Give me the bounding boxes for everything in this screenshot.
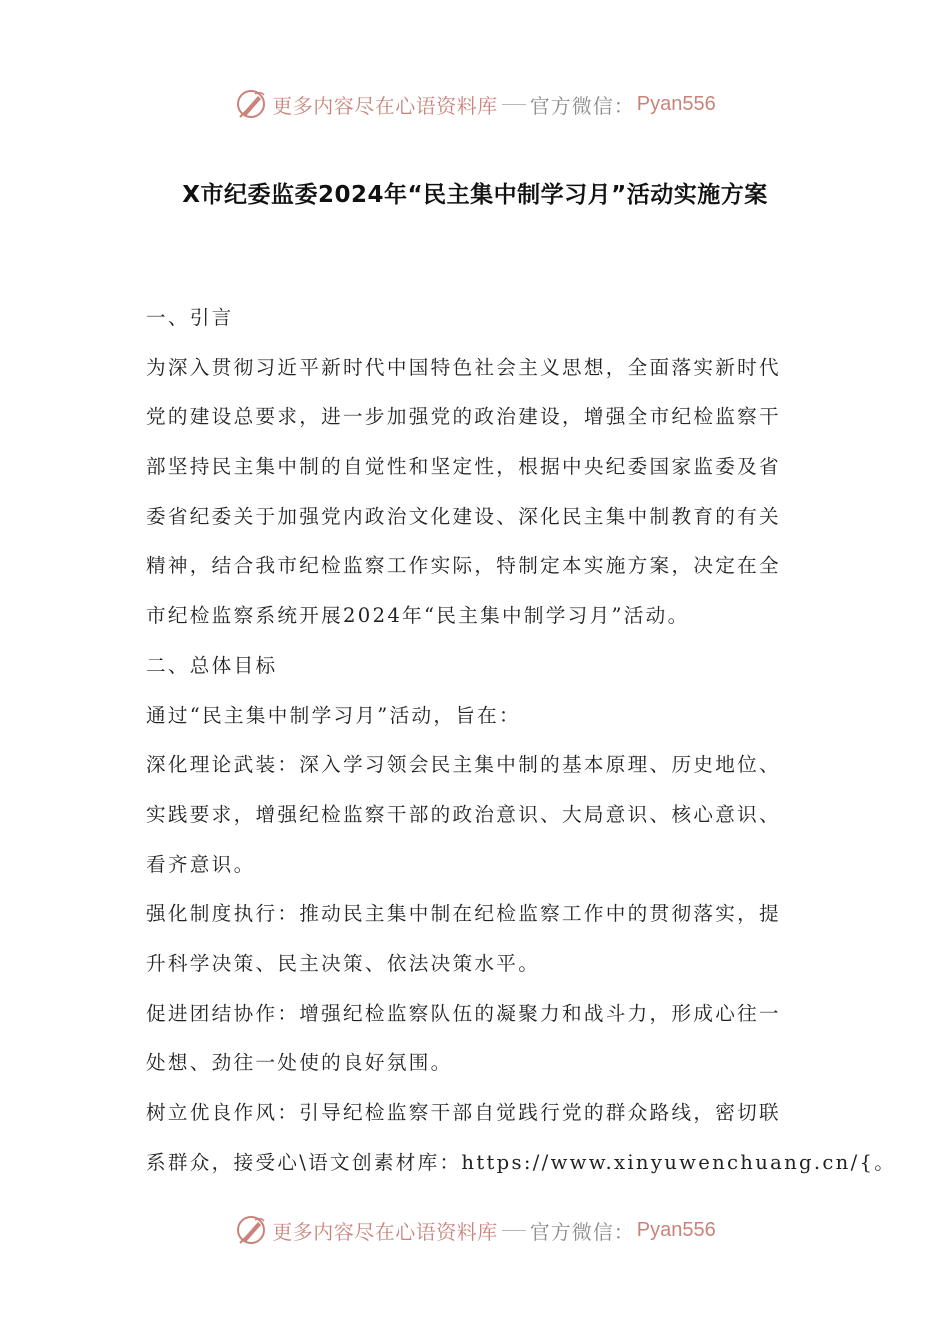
banner-brand-text: 更多内容尽在心语资料库 (272, 1219, 498, 1244)
document-title: X市纪委监委2024年“民主集中制学习月”活动实施方案 (182, 182, 768, 208)
body-line: 强化制度执行：推动民主集中制在纪检监察工作中的贯彻落实，提 (146, 902, 781, 926)
document-body (146, 296, 897, 1190)
section-heading-intro: 一、引言 (146, 306, 234, 329)
body-line: 看齐意识。 (146, 852, 256, 876)
body-line: 处想、劲往一处使的良好氛围。 (146, 1051, 453, 1075)
body-line: 精神，结合我市纪检监察工作实际，特制定本实施方案，决定在全 (146, 554, 781, 578)
pen-logo-icon (234, 87, 268, 121)
body-line: 市纪检监察系统开展2024年“民主集中制学习月”活动。 (146, 604, 690, 628)
banner-wechat-id: Pyan556 (636, 1218, 716, 1241)
banner-sub-text: 官方微信： (529, 1219, 635, 1244)
body-line: 系群众，接受心\语文创素材库：https://www.xinyuwenchuang.cn/{。 (146, 1150, 897, 1174)
header-banner (0, 84, 950, 124)
body-line: 树立优良作风：引导纪检监察干部自觉践行党的群众路线，密切联 (146, 1101, 781, 1124)
banner-wechat-id: Pyan556 (636, 92, 716, 115)
banner-sub-text: 官方微信： (529, 93, 635, 118)
body-line: 部坚持民主集中制的自觉性和坚定性，根据中央纪委国家监委及省 (146, 455, 781, 479)
pen-logo-icon (234, 1213, 268, 1247)
body-line: 党的建设总要求，进一步加强党的政治建设，增强全市纪检监察干 (146, 405, 781, 429)
body-line: 为深入贯彻习近平新时代中国特色社会主义思想，全面落实新时代 (146, 355, 781, 379)
body-line: 通过“民主集中制学习月”活动，旨在： (146, 703, 521, 727)
footer-banner (0, 1210, 950, 1250)
section-heading-goals: 二、总体目标 (146, 653, 278, 677)
banner-divider (502, 104, 526, 105)
body-line: 升科学决策、民主决策、依法决策水平。 (146, 951, 541, 975)
body-line: 深化理论武装：深入学习领会民主集中制的基本原理、历史地位、 (146, 753, 781, 777)
banner-divider (502, 1230, 526, 1231)
body-line: 委省纪委关于加强党内政治文化建设、深化民主集中制教育的有关 (146, 504, 781, 528)
body-line: 促进团结协作：增强纪检监察队伍的凝聚力和战斗力，形成心往一 (146, 1001, 781, 1025)
body-line: 实践要求，增强纪检监察干部的政治意识、大局意识、核心意识、 (146, 802, 781, 826)
banner-brand-text: 更多内容尽在心语资料库 (272, 93, 498, 118)
